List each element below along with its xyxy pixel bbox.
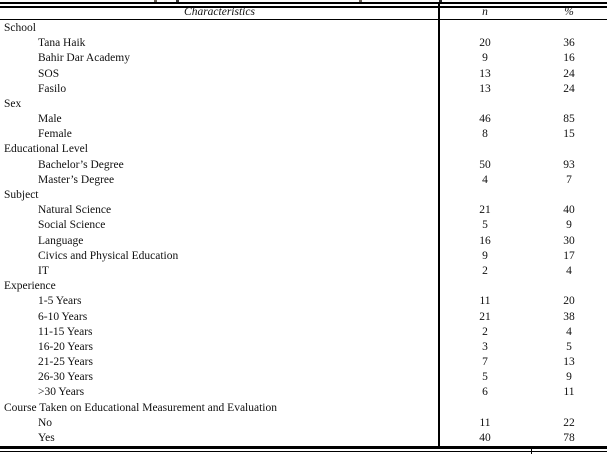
- cell-percent: 36: [563, 37, 575, 50]
- section-label: Subject: [4, 189, 39, 202]
- table-row: [0, 294, 607, 309]
- row-label: Social Science: [38, 219, 106, 232]
- cell-n: 13: [479, 82, 491, 95]
- table-row: [0, 51, 607, 66]
- row-label: Male: [38, 113, 62, 126]
- row-label: Bachelor’s Degree: [38, 158, 124, 171]
- table-row: [0, 36, 607, 51]
- cell-percent: 4: [566, 325, 572, 338]
- row-label: Natural Science: [38, 204, 112, 217]
- row-label: Bahir Dar Academy: [38, 52, 130, 65]
- row-label: 26-30 Years: [38, 371, 93, 384]
- table-top-rule-outer: [0, 2, 607, 4]
- cell-n: 13: [479, 67, 491, 80]
- section-label: School: [4, 21, 36, 34]
- cell-percent: 9: [566, 219, 572, 232]
- section-row: [0, 20, 607, 35]
- cell-n: 11: [479, 416, 491, 429]
- cell-n: 46: [479, 113, 491, 126]
- header-characteristics: Characteristics: [184, 6, 255, 19]
- table-row: [0, 66, 607, 81]
- row-label: >30 Years: [38, 386, 85, 399]
- header-n: n: [482, 6, 488, 19]
- cell-percent: 24: [563, 82, 575, 95]
- row-label: Tana Haik: [38, 37, 86, 50]
- table-row: [0, 309, 607, 324]
- table-row: [0, 81, 607, 96]
- cell-n: 5: [482, 219, 488, 232]
- cell-n: 16: [479, 234, 491, 247]
- table-row: [0, 263, 607, 278]
- table-row: [0, 430, 607, 445]
- table-row: [0, 355, 607, 370]
- cell-percent: 17: [563, 249, 575, 262]
- row-label: Civics and Physical Education: [38, 249, 179, 262]
- table-row: [0, 385, 607, 400]
- table-row: [0, 112, 607, 127]
- header-percent: %: [564, 6, 574, 19]
- cell-n: 8: [482, 128, 488, 141]
- table-header-row: [0, 7, 607, 18]
- cell-percent: 78: [563, 432, 575, 445]
- row-label: 1-5 Years: [38, 295, 82, 308]
- cell-n: 6: [482, 386, 488, 399]
- cell-percent: 22: [563, 416, 575, 429]
- cell-percent: 24: [563, 67, 575, 80]
- cell-n: 5: [482, 371, 488, 384]
- table-row: [0, 157, 607, 172]
- section-row: [0, 187, 607, 202]
- column-divider-line: [438, 2, 439, 449]
- table-row: [0, 370, 607, 385]
- section-label: Course Taken on Educational Measurement and Evaluation: [4, 401, 277, 414]
- cell-percent: 11: [563, 386, 575, 399]
- table-row: [0, 339, 607, 354]
- table-row: [0, 324, 607, 339]
- cell-n: 9: [482, 52, 488, 65]
- cell-n: 20: [479, 37, 491, 50]
- section-label: Sex: [4, 97, 22, 110]
- table-bottom-rule-inner: [0, 451, 607, 453]
- cell-n: 7: [482, 356, 488, 369]
- cell-n: 21: [479, 310, 491, 323]
- row-label: 6-10 Years: [38, 310, 88, 323]
- section-row: [0, 400, 607, 415]
- cell-percent: 30: [563, 234, 575, 247]
- row-label: SOS: [38, 67, 60, 80]
- table-bottom-rule-outer: [0, 446, 607, 449]
- cell-percent: 16: [563, 52, 575, 65]
- row-label: 21-25 Years: [38, 356, 93, 369]
- row-label: No: [38, 416, 53, 429]
- table-row: [0, 248, 607, 263]
- cell-n: 9: [482, 249, 488, 262]
- cell-percent: 40: [563, 204, 575, 217]
- cell-percent: 20: [563, 295, 575, 308]
- cell-percent: 9: [566, 371, 572, 384]
- cell-percent: 93: [563, 158, 575, 171]
- cell-percent: 85: [563, 113, 575, 126]
- cell-percent: 4: [566, 264, 572, 277]
- row-label: 16-20 Years: [38, 340, 93, 353]
- table-row: [0, 172, 607, 187]
- table-row: [0, 415, 607, 430]
- cropped-next-table-fragment: [531, 449, 532, 454]
- cell-n: 21: [479, 204, 491, 217]
- row-label: Language: [38, 234, 84, 247]
- cell-percent: 15: [563, 128, 575, 141]
- cell-n: 40: [479, 432, 491, 445]
- table-row: [0, 203, 607, 218]
- cell-percent: 38: [563, 310, 575, 323]
- cell-percent: 5: [566, 340, 572, 353]
- cell-percent: 13: [563, 356, 575, 369]
- section-label: Experience: [4, 280, 56, 293]
- cell-percent: 7: [566, 173, 572, 186]
- table-row: [0, 218, 607, 233]
- cell-n: 2: [482, 325, 488, 338]
- table-body: [0, 20, 607, 445]
- section-label: Educational Level: [4, 143, 88, 156]
- row-label: Female: [38, 128, 72, 141]
- cell-n: 3: [482, 340, 488, 353]
- row-label: Yes: [38, 432, 55, 445]
- cell-n: 11: [479, 295, 491, 308]
- section-row: [0, 142, 607, 157]
- row-label: 11-15 Years: [38, 325, 93, 338]
- row-label: Master’s Degree: [38, 173, 115, 186]
- row-label: Fasilo: [38, 82, 67, 95]
- cell-n: 2: [482, 264, 488, 277]
- section-row: [0, 279, 607, 294]
- table-row: [0, 233, 607, 248]
- table-row: [0, 127, 607, 142]
- section-row: [0, 96, 607, 111]
- cell-n: 50: [479, 158, 491, 171]
- cell-n: 4: [482, 173, 488, 186]
- row-label: IT: [38, 264, 49, 277]
